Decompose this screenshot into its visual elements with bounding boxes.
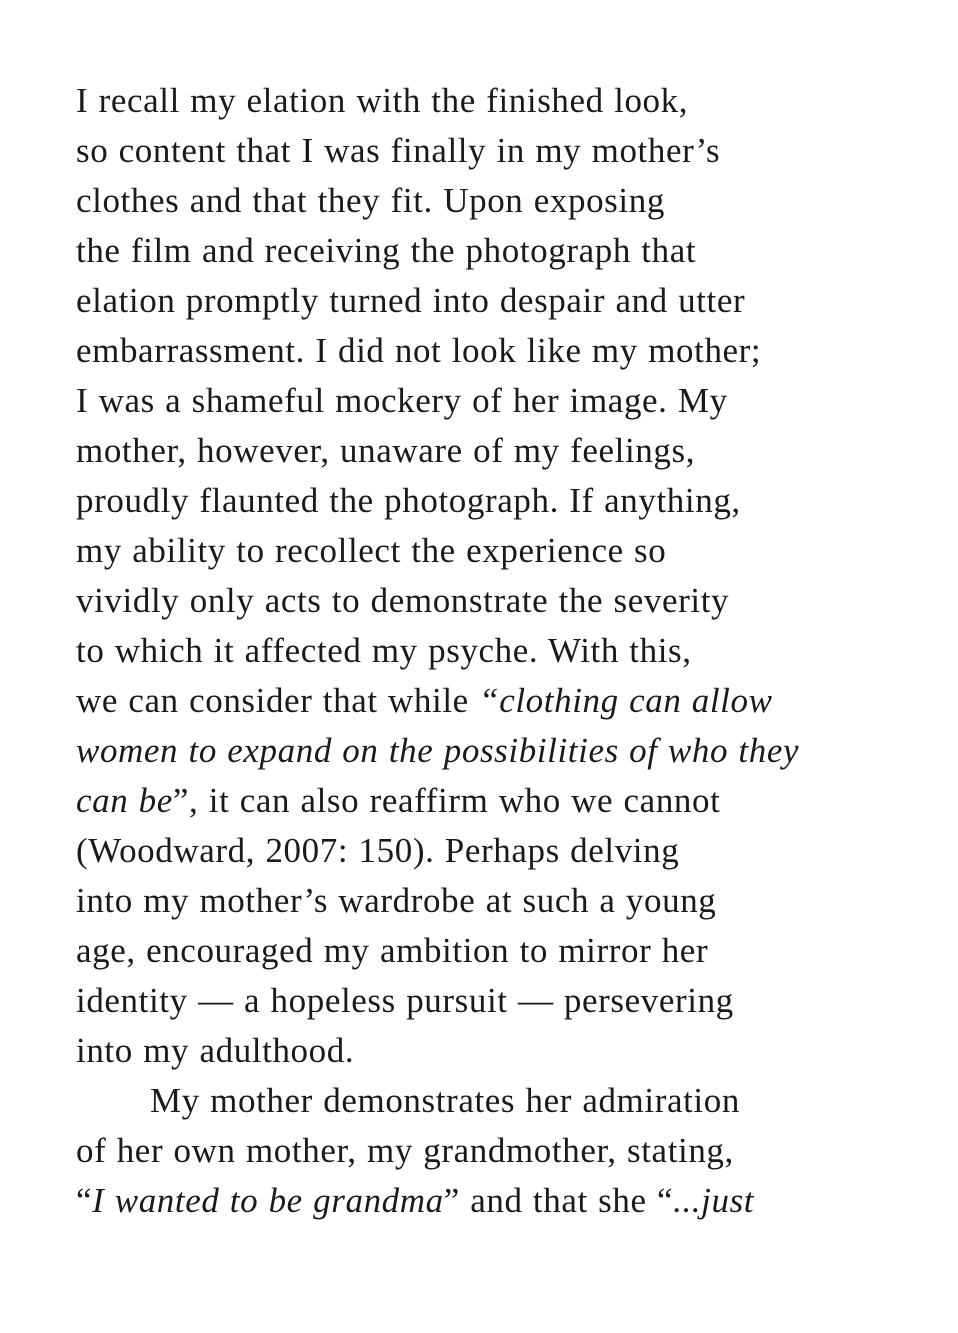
text-segment: to which it affected my psyche. With this, <box>76 631 692 670</box>
text-segment: identity — a hopeless pursuit — persevering <box>76 981 734 1020</box>
text-segment: vividly only acts to demonstrate the severity <box>76 581 730 620</box>
text-line <box>76 426 906 476</box>
text-line <box>76 176 906 226</box>
text-line <box>76 576 906 626</box>
paragraph <box>76 1076 906 1226</box>
text-segment: (Woodward, 2007: 150). Perhaps delving <box>76 831 680 870</box>
text-segment: we can consider that while <box>76 681 480 720</box>
text-line <box>76 726 906 776</box>
italic-quote-text: can be <box>76 781 173 820</box>
text-segment: I was a shameful mockery of her image. My <box>76 381 728 420</box>
text-line <box>76 926 906 976</box>
body-text <box>76 76 906 1226</box>
text-line <box>76 826 906 876</box>
text-segment: “ <box>76 1181 93 1220</box>
text-segment: clothes and that they fit. Upon exposing <box>76 181 665 220</box>
text-segment: proudly flaunted the photograph. If anything, <box>76 481 741 520</box>
text-line <box>76 776 906 826</box>
text-line <box>76 126 906 176</box>
text-line <box>76 476 906 526</box>
text-line <box>76 626 906 676</box>
text-line <box>76 76 906 126</box>
text-segment: age, encouraged my ambition to mirror her <box>76 931 709 970</box>
text-line <box>76 676 906 726</box>
italic-quote-text: ...just <box>673 1181 755 1220</box>
text-segment: mother, however, unaware of my feelings, <box>76 431 696 470</box>
text-line <box>76 526 906 576</box>
text-line <box>76 876 906 926</box>
text-line <box>76 276 906 326</box>
text-segment: embarrassment. I did not look like my mother; <box>76 331 762 370</box>
paragraph <box>76 76 906 1076</box>
text-line <box>76 226 906 276</box>
text-line <box>76 376 906 426</box>
text-line <box>76 1076 906 1126</box>
text-line <box>76 1176 906 1226</box>
text-line <box>76 1026 906 1076</box>
text-segment: the film and receiving the photograph that <box>76 231 697 270</box>
text-segment: ”, it can also reaffirm who we cannot <box>172 781 721 820</box>
italic-quote-text: “clothing can allow <box>479 681 773 720</box>
text-line <box>76 1126 906 1176</box>
text-segment: ” and that she “ <box>443 1181 674 1220</box>
text-segment: of her own mother, my grandmother, stating, <box>76 1131 734 1170</box>
text-segment: elation promptly turned into despair and utter <box>76 281 746 320</box>
text-segment: into my adulthood. <box>76 1031 355 1070</box>
text-segment: into my mother’s wardrobe at such a young <box>76 881 717 920</box>
text-segment: I recall my elation with the finished look, <box>76 81 689 120</box>
italic-quote-text: women to expand on the possibilities of who they <box>76 731 800 770</box>
italic-quote-text: I wanted to be grandma <box>92 1181 444 1220</box>
text-line <box>76 326 906 376</box>
text-line <box>76 976 906 1026</box>
text-segment: My mother demonstrates her admiration <box>150 1081 740 1120</box>
text-segment: my ability to recollect the experience so <box>76 531 667 570</box>
text-segment: so content that I was finally in my mother’s <box>76 131 721 170</box>
